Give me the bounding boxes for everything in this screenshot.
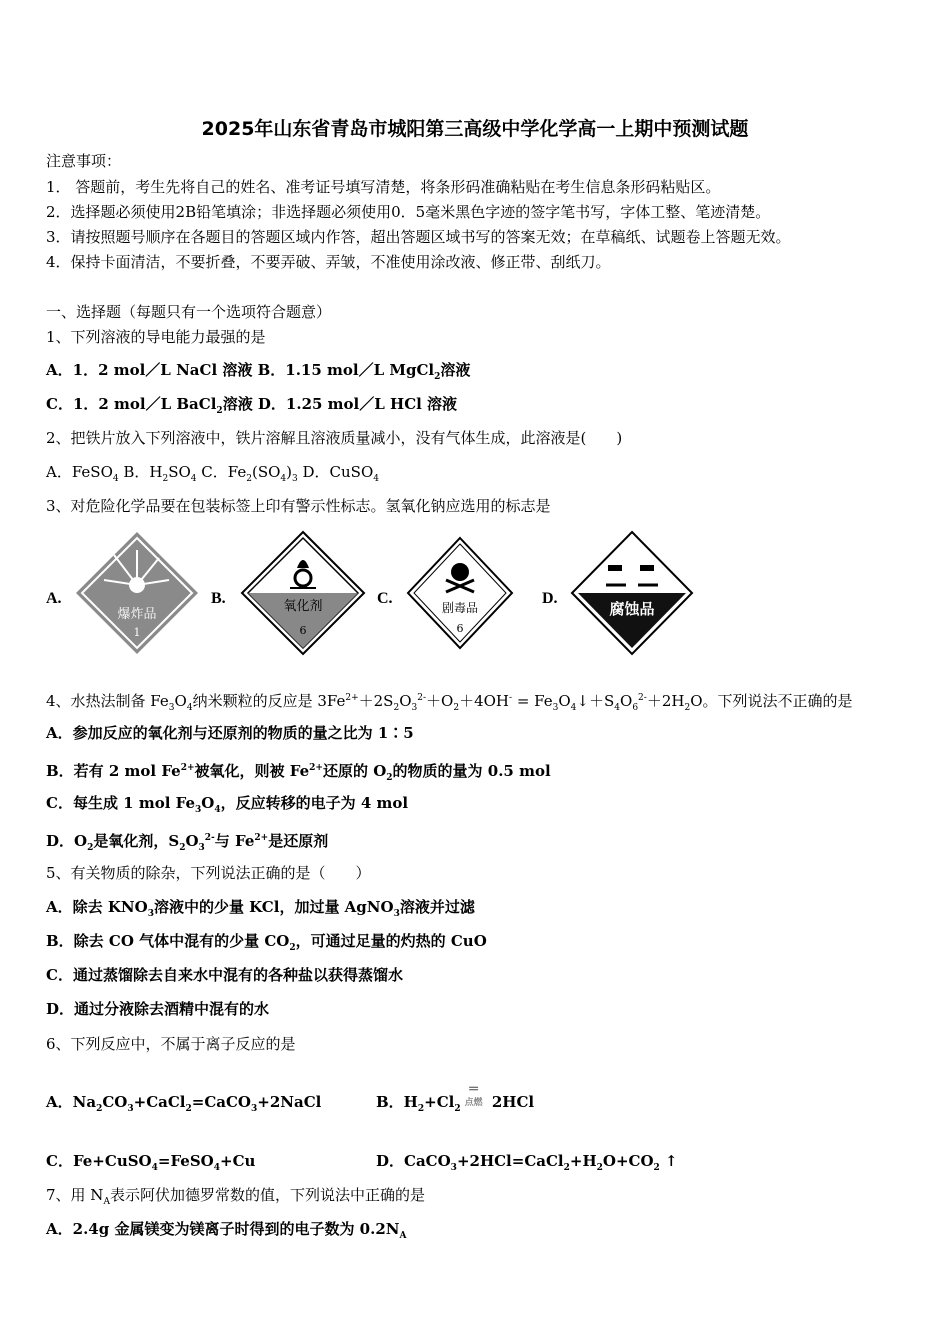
text-segment: 2	[684, 703, 691, 713]
text-segment: =FeSO	[157, 1152, 214, 1170]
text-segment: 2+	[345, 693, 359, 703]
text-segment: O。下列说法不正确的是	[690, 692, 853, 710]
text-segment: A．2.4g 金属镁变为镁离子时得到的电子数为 0.2N	[46, 1220, 400, 1238]
text-segment: 3	[552, 703, 559, 713]
text-segment: A．FeSO	[46, 463, 113, 481]
text-segment: 还原的 O	[322, 762, 387, 780]
text-segment: 6	[632, 703, 639, 713]
notice-item: 4．保持卡面清洁，不要折叠，不要弄破、弄皱，不准使用涂改液、修正带、刮纸刀。	[46, 253, 611, 271]
text-segment: 5、有关物质的除杂，下列说法正确的是（ ）	[46, 864, 371, 882]
text-segment: 与 Fe	[214, 832, 255, 850]
text-segment: 2	[162, 474, 169, 484]
text-segment: A．Na	[46, 1093, 97, 1111]
text-segment: 2	[596, 1163, 603, 1173]
text-segment: O+CO	[602, 1152, 654, 1170]
text-segment: 是还原剂	[268, 832, 329, 850]
text-segment: D．CaCO	[376, 1152, 451, 1170]
text-segment: +2NaCl	[257, 1093, 322, 1111]
text-line	[46, 1185, 425, 1212]
text-segment: +Cu	[220, 1152, 256, 1170]
option-label-b: B.	[211, 590, 226, 607]
text-segment: A．除去 KNO	[46, 898, 148, 916]
text-segment: 2+	[180, 763, 195, 773]
text-segment: C．通过蒸馏除去自来水中混有的各种盐以获得蒸馏水	[46, 966, 403, 984]
condition-mark	[461, 1082, 487, 1113]
text-segment: ↓＋S	[576, 692, 615, 710]
text-line	[46, 999, 269, 1019]
text-segment: 2、把铁片放入下列溶液中，铁片溶解且溶液质量减小，没有气体生成，此溶液是( )	[46, 429, 623, 447]
text-segment: 2	[87, 843, 94, 853]
text-segment: ＋2S	[358, 692, 394, 710]
text-segment: 2	[653, 1163, 660, 1173]
text-segment: 4	[213, 1163, 220, 1173]
notice-heading: 注意事项：	[46, 152, 122, 170]
sign-number: 6	[299, 624, 307, 637]
text-segment: 4	[373, 474, 379, 484]
condition-equals: ＝	[467, 1082, 480, 1096]
text-segment: 3	[411, 703, 418, 713]
text-segment: CO	[102, 1093, 128, 1111]
text-line	[46, 793, 408, 820]
text-segment: ，反应转移的电子为 4 mol	[220, 794, 409, 812]
text-segment: 4	[280, 474, 287, 484]
text-segment: 3	[127, 1104, 134, 1114]
text-segment: 7、用 N	[46, 1186, 104, 1204]
toxic-sign-icon	[404, 530, 516, 656]
notice-item: 3．请按照题号顺序在各题目的答题区域内作答，超出答题区域书写的答案无效；在草稿纸、试题卷上答题无效。	[46, 228, 791, 246]
text-segment: 3	[292, 474, 298, 484]
text-segment: D．O	[46, 832, 88, 850]
text-segment: 3	[251, 1104, 258, 1114]
text-segment: O	[558, 692, 571, 710]
text-segment: +Cl	[424, 1093, 455, 1111]
text-segment: 溶液中的少量 KCl，加过量 AgNO	[153, 898, 394, 916]
text-segment: C．每生成 1 mol Fe	[46, 794, 195, 812]
text-segment: B．除去 CO 气体中混有的少量 CO	[46, 932, 290, 950]
text-segment: O	[174, 692, 187, 710]
text-segment: 3	[198, 843, 205, 853]
text-segment: 2	[454, 1104, 461, 1114]
text-segment: 2-	[204, 833, 215, 843]
text-segment: 3、对危险化学品要在包装标签上印有警示性标志。氢氧化钠应选用的标志是	[46, 497, 551, 515]
option-label-c: C.	[377, 590, 393, 607]
text-line	[46, 1219, 406, 1246]
notice-item: 2．选择题必须使用2B铅笔填涂；非选择题必须使用0．5毫米黑色字迹的签字笔书写，字体工整、笔迹清楚。	[46, 203, 771, 221]
text-segment: +CaCl	[133, 1093, 186, 1111]
text-segment: 2+	[254, 833, 269, 843]
text-segment: SO	[168, 463, 191, 481]
section-heading: 一、选择题（每题只有一个选项符合题意）	[46, 303, 332, 321]
text-segment: ＋O	[426, 692, 454, 710]
text-segment: 溶液并过滤	[399, 898, 475, 916]
text-segment: O	[201, 794, 215, 812]
text-line	[46, 965, 403, 985]
text-line	[46, 462, 379, 489]
text-segment: 溶液 D．1.25 mol／L HCl 溶液	[222, 395, 458, 413]
text-line	[46, 863, 371, 883]
text-segment: D．通过分液除去酒精中混有的水	[46, 1000, 270, 1018]
text-segment: 4	[614, 703, 620, 713]
text-segment: 被氧化，则被 Fe	[194, 762, 310, 780]
text-segment: 3	[147, 909, 154, 919]
sign-number: 6	[456, 622, 464, 635]
text-segment: (SO	[251, 463, 281, 481]
text-segment: 3	[450, 1163, 457, 1173]
text-segment: 是氧化剂，S	[93, 832, 180, 850]
text-segment: ＋2H	[646, 692, 685, 710]
sign-text: 腐蚀品	[609, 600, 655, 618]
sign-number: 1	[133, 626, 141, 639]
text-segment: =CaCO	[191, 1093, 251, 1111]
text-segment: 2-	[638, 693, 647, 703]
page-title: 2025年山东省青岛市城阳第三高级中学化学高一上期中预测试题	[201, 118, 749, 140]
option-label-d: D.	[542, 590, 558, 607]
text-line	[46, 897, 475, 924]
text-line	[46, 828, 328, 858]
text-segment: +2HCl=CaCl	[456, 1152, 564, 1170]
text-segment: 3	[168, 703, 175, 713]
text-segment: 纳米颗粒的反应是 3Fe	[192, 692, 346, 710]
text-segment: = Fe	[512, 692, 553, 710]
text-segment: 2+	[309, 763, 323, 773]
text-segment: A．1．2 mol／L NaCl 溶液 B．1.15 mol／L MgCl	[46, 361, 435, 379]
text-segment: 4	[112, 474, 119, 484]
sign-text: 剧毒品	[441, 601, 479, 615]
text-segment: O	[185, 832, 199, 850]
text-segment: 2HCl	[486, 1093, 535, 1111]
text-line	[46, 688, 853, 718]
text-line	[46, 496, 551, 516]
text-segment: 6、下列反应中，不属于离子反应的是	[46, 1035, 296, 1053]
option-label-a: A.	[46, 590, 62, 607]
text-segment: 2	[563, 1163, 570, 1173]
text-segment: 2-	[417, 693, 427, 703]
text-segment: 4	[190, 474, 197, 484]
text-line	[46, 394, 457, 421]
text-line	[46, 428, 622, 448]
text-segment: +H	[569, 1152, 597, 1170]
text-segment: B．H	[376, 1093, 418, 1111]
text-line	[46, 1151, 255, 1178]
explosive-sign-icon	[74, 530, 200, 656]
text-line	[376, 1082, 535, 1119]
text-segment: 2	[179, 843, 186, 853]
text-segment: 4	[570, 703, 577, 713]
reaction-condition: 点燃	[464, 1098, 483, 1108]
text-segment: D．CuSO	[297, 463, 374, 481]
text-segment: 4、水热法制备 Fe	[46, 692, 169, 710]
text-segment: )	[286, 463, 293, 481]
text-segment: 1、下列溶液的导电能力最强的是	[46, 328, 266, 346]
text-segment: 2	[246, 474, 252, 484]
text-line	[46, 723, 414, 743]
oxidizer-sign-icon	[240, 530, 366, 656]
text-segment: O	[620, 692, 633, 710]
text-segment: ＋4OH	[459, 692, 509, 710]
text-segment: 2	[417, 1104, 425, 1114]
text-line	[46, 1034, 296, 1054]
sign-text: 爆炸品	[117, 607, 157, 622]
text-segment: ，可通过足量的灼热的 CuO	[295, 932, 487, 950]
text-segment: 2	[289, 943, 296, 953]
text-segment: C．Fe	[196, 463, 247, 481]
text-line	[46, 360, 470, 387]
text-segment: 溶液	[440, 361, 471, 379]
text-segment: 2	[386, 773, 393, 783]
text-segment: 3	[393, 909, 400, 919]
text-segment: 3	[195, 805, 202, 815]
text-segment: 2	[453, 703, 460, 713]
text-line	[46, 758, 551, 788]
text-segment: B．若有 2 mol Fe	[46, 762, 181, 780]
text-segment: 2	[393, 703, 400, 713]
text-line	[46, 931, 487, 958]
text-segment: 2	[96, 1104, 103, 1114]
text-segment: C．1．2 mol／L BaCl	[46, 395, 217, 413]
text-segment: 2	[434, 372, 441, 382]
notice-item: 1． 答题前，考生先将自己的姓名、准考证号填写清楚，将条形码准确粘贴在考生信息条形码粘贴区。	[46, 178, 721, 196]
text-segment: B．H	[118, 463, 163, 481]
text-segment: 的物质的量为 0.5 mol	[392, 762, 551, 780]
sign-text: 氧化剂	[283, 599, 323, 614]
text-segment: 4	[151, 1163, 158, 1173]
text-line	[46, 1092, 321, 1119]
text-segment: O	[399, 692, 412, 710]
text-line	[376, 1151, 678, 1178]
text-segment: A．参加反应的氧化剂与还原剂的物质的量之比为 1∶5	[46, 724, 414, 742]
text-segment: C．Fe+CuSO	[46, 1152, 152, 1170]
text-segment: 表示阿伏加德罗常数的值，下列说法中正确的是	[109, 1186, 425, 1204]
text-segment: -	[509, 693, 513, 703]
text-segment: 4	[214, 805, 221, 815]
text-segment: 2	[216, 406, 223, 416]
text-segment: A	[399, 1231, 407, 1241]
text-segment: 2	[185, 1104, 192, 1114]
text-segment: ↑	[659, 1152, 678, 1170]
text-segment: 4	[186, 703, 193, 713]
text-segment: A	[103, 1197, 110, 1207]
corrosive-sign-icon	[570, 530, 694, 656]
text-line	[46, 327, 266, 347]
